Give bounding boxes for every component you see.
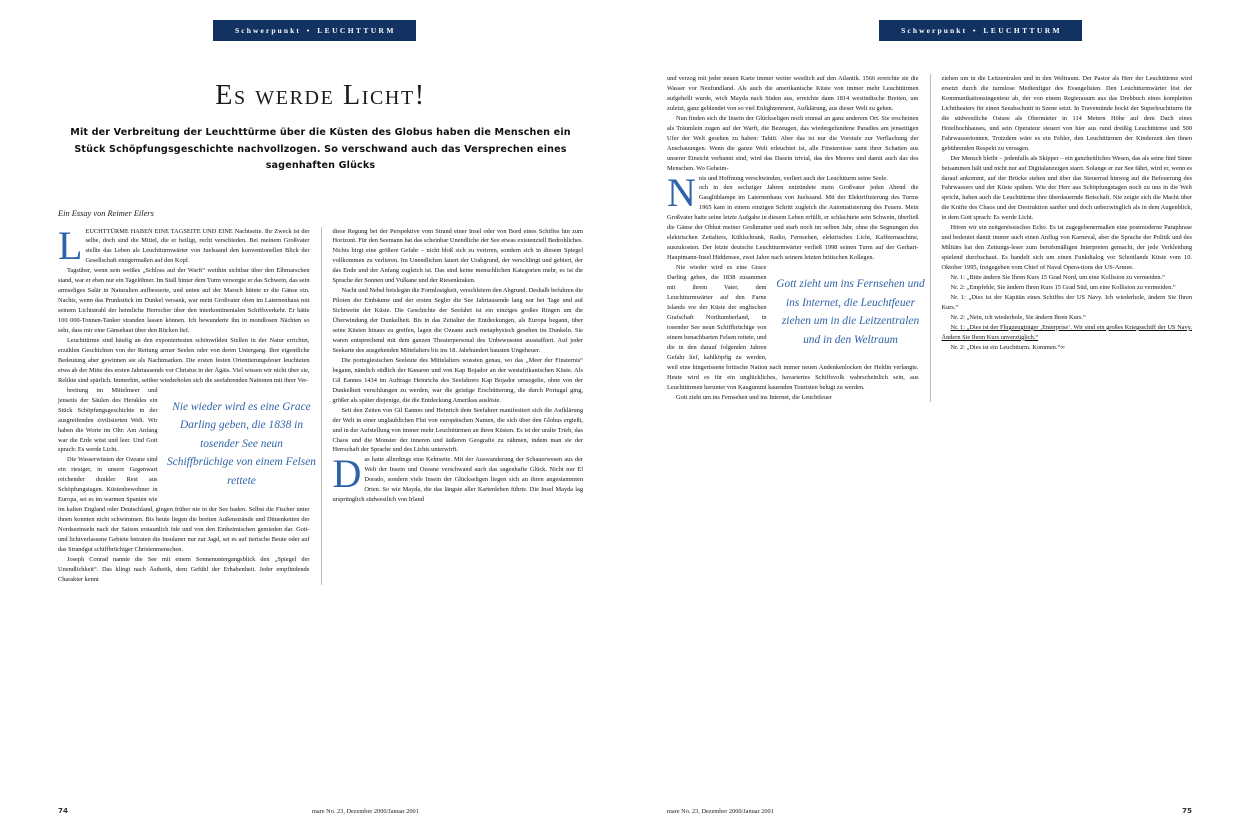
dialog-line-highlighted: Nr. 1: „Dies ist der Flugzeugträger ‚Enterprise‘. Wir sind ein großes Kriegsschiff der US Navy. Ändern Sie Ihren Kurs unverzüglich.“ — [941, 323, 1192, 341]
running-header-lead: Schwerpunkt — [901, 26, 968, 35]
paragraph — [667, 169, 919, 215]
dialog-final-text: Nr. 2: „Dies ist ein Leuchtturm. Kommen.“ — [950, 343, 1061, 351]
running-header-topic: LEUCHTTURM — [317, 26, 396, 35]
paragraph: Der Mensch bleibt – jedenfalls als Skipper – ein ganzheitliches Wesen, das als seine fünf Sinne beisammen hält und nicht nur auf Digitalanzeigen starrt. Solange er zur See fährt, wird er, wenn es darauf ankommt, auf der Brücke stehen und über das Steuerrad hinweg auf die Befeuerung des Fahrwassers und der Küste spähen. Wie der Herr aus Schöpfungstagen noch zu uns in die Welt spricht, haben auch die Leuchttürme ihre überdauernde Botschaft. Nie zeigte sich die Macht über die Kräfte des Chaos und der Destruktion sanfter und doch unbezwinglich als in dem Augenblick, in dem Gott sprach: Es werde Licht. — [941, 154, 1192, 222]
article-byline: Ein Essay von Reimer Eilers — [58, 208, 154, 218]
paragraph: breitung im Mittelmeer und jenseits der Säulen des Herakles ein Stück Schöpfungsgeschichte in der ausgreifenden zivilisierten Welt. Wir haben die Worte im Ohr: Am Anfang war die Erde wüst und leer. Und Gott sprach: Es werde Licht. — [58, 386, 158, 454]
paragraph: och in den sechziger Jahren entzündete mein Großvater jeden Abend die Gasglühlampe im Laternenhaus von Juelssand. Mit der Elektrifizierung des Turms 1965 kam in einem einzigen Schritt zugleich die Automatisierung des Feuers. Mein Großvater hatte seine letzte Aufgabe in diesem Leben erfüllt, er schlachtete sein Schwein, überließ die Gänse der Obhut meiner Großmutter und starb noch im selben Jahr, ohne die Segnungen des elektrischen Zeitalters, Kühlschrank, Radio, Fernsehen, elektrisches Licht, Kaffeemaschine, auszukosten. Der letzte deutsche Leuchtturmwärter verließ 1998 seinen Turm auf der Gerhart-Hauptmann-Insel Hiddensee, zwei Jahre nach seinem letzten britischen Kollegen. — [667, 184, 919, 262]
end-mark: ∞ — [1060, 343, 1066, 351]
paragraph — [58, 222, 310, 268]
dropcap-d: D — [332, 451, 362, 497]
pullquote-left-wrap — [166, 391, 318, 497]
body-columns-left — [58, 222, 583, 585]
paragraph-text: EUCHTTÜRME HABEN EINE TAGSEITE UND EINE Nachtseite. Ihr Zweck ist der selbe, doch sind die Mittel, die er heiligt, recht verschieden. Bei meinem Großvater stellte das Leben als Leuchtturmwärter von Juelssand den konventionellen Blick der Gesellschaft einigermaßen auf den Kopf. — [85, 227, 310, 265]
paragraph: Nie wieder wird es eine Grace Darling geben, die 1838 zusammen mit ihrem Vater, dem Leuchtturmwärter auf den Farne Islands vor der Küste der englischen Grafschaft Northumberland, in tosender See neun Schiffbrüchige von einem benachbarten Felsen rettete, und die in den darauf folgenden Jahren Gefahr lief, kahlköpfig zu werden, weil eine hingerissene britische Nation nach immer neuen Andenkenlocken der Heldin verlangte. Heute wird es für ein unglückliches, havariertes Schiffsvolk wahrscheinlich sein, aus Leuchttürmen herunter von Kaugummi kauenden Touristen belugt zu werden. — [667, 264, 919, 391]
paragraph: Nun finden sich die Insein der Glückseligen noch einmal an ganz anderem Ort. Sie erscheinen als Träumlein zugen auf der Warft, die Bezeugen, das wiedergefundene Paradies am jenseitigen Ufer der Welt gesehen zu haben: Tahiti. Aber das ist nur die Vorstufe zur Verflachung der Anschauungen. Wenn die ganze Welt erleuchtet ist, alle Finsternisse samt ihrer Schatten aus unserer Einsicht verbannt sind, wird das Dasein trivial, das des Meeres und damit auch das des Menschen. Wo Geheim- — [667, 114, 919, 172]
running-header-bullet: • — [972, 26, 978, 35]
paragraph: Die Wasserwüsten der Ozeane sind ein riesiger, in unsere Gegenwart reichender dunkler Rest aus Schöpfungstagen. Küstenbewohner in Europa, sei es im warmen Spanien wie im kalten England oder Deutschland, gingen früher nie in der See baden. Selbst die Fischer unter ihnen konnten nicht schwimmen. Bis heute liegen die breiten Außenstrände und Dünenketten der Nordseeinseln nach der Saison erstaunlich öde und von den Einheimischen gemieden dar. Gott- und lichtverlassene Gebiete betraten die Insulaner nur zur Jagd, sei es auf tierische Beute oder auf das Strandgut schiffbrüchiger Christenmenschen. — [58, 456, 310, 553]
running-header-left — [213, 20, 416, 41]
dialog-line-final — [942, 343, 1193, 353]
paragraph — [332, 451, 584, 505]
folio-left: 74 — [58, 806, 69, 815]
dialog-line: Nr. 1: „Dies ist der Kapitän eines Schiffes der US Navy. Ich wiederhole, ändern Sie Ihren Kurs.“ — [941, 293, 1192, 311]
running-header-lead: Schwerpunkt — [235, 26, 302, 35]
dropcap-n: N — [667, 169, 696, 215]
dialog-line: Nr. 2: „Empfehle, Sie ändern Ihren Kurs 15 Grad Süd, um eine Kollision zu vermeiden.“ — [950, 284, 1176, 292]
running-header-right — [879, 20, 1082, 41]
paragraph-text: nis und Hoffnung verschwinden, verliert auch der Leuchtturm seine Seele. — [698, 174, 888, 182]
paragraph: Nacht und Nebel beislegän die Formlosigkeit, verschleiern den Abgrund. Deshalb befuhren die Piloten der Einbäume und der ersten Segler die See Jahrtausende lang nur bei Tage und auf Sichtweite der Küste. Die Geschichte der Seefahrt ist ein einziges großes Ringen um die Überwindung der Dunkelheit. Bis in das Zeitalter der Entdeckungen, als Europa begann, über seine Küsten hinaus zu greifen, lagen die Ozeane auch metaphysisch gesehen im Dunkeln. Sie waren entsprechend mit dem ganzen Theaterpersonal des Unbewussten ausstaffiert. Auf jeder Seekarte des ausgehenden Mittelalters bis ins 18. Jahrhundert hausten Ungeheuer. — [332, 287, 583, 354]
dialog-line: Nr. 1: „Bitte ändern Sie Ihren Kurs 15 Grad Nord, um eine Kollision zu vermeiden.“ — [950, 274, 1165, 282]
paragraph: diese Regung bei der Perspektive vom Strand einer Insel oder von Bord eines Schiffes hin zum Horizont. Für den Seemann hat das scheinbar Unendliche der See etwas existenziell Bedrohliches. Nichts birgt eine größere Gefahr – nicht bloß sich zu verirren, sondern sich in diesem Spiegel vollkommen zu verlieren. Im Unendlichen lauert der Urabgrund, der verschlingt und gebiert, der das Ende und der Anfang zugleich ist. Das sind keine menschlichen Kategorien mehr, es ist die Sprache der Sonnen und Vulkane und der Riesenkraken. — [332, 227, 583, 285]
page-title: Es werde Licht! — [215, 80, 426, 111]
folio-right: 75 — [1181, 806, 1192, 815]
paragraph-text: as hatte allerdings eine Kehrseite. Mit der Auswanderung der Schauerwesen aus der Welt der Insein und Ozeane verschwand auch das sagenhafte Glück. Nicht nur El Dorado, sondern viele Insein der Glückseligen liegen sich an ihren angestammten Orten. So wie Mayda, die das längste aller Kartenleben führte. Die Insel Mayda lag ursprünglich südwestlich von Irland — [332, 456, 583, 504]
paragraph: Hören wir ein zeitgenössisches Echo. Es ist zugegebenermaßen eine postmoderne Paraphrase und bedeutet damit immer auch einen Anflug von Karneval, aber die Sprache der Politik und des Militärs hat den Zeitungs-leser zum berufsmäßigen Interpreten gemacht, der jede Verkleidung spielend durchschaut. Es handelt sich um einen Funkdialog vor Schottlands Küste vom 10. Oktober 1995, freigegeben vom Chief of Naval Opera-tions der US-Armee. — [941, 224, 1192, 272]
paragraph: Tagsüber, wenn sein weißes „Schloss auf der Warft“ weithin sichtbar über den Elbmarschen stand, war er eben nur ein Tagelöhner. Im Stall hinter dem Turm versorgte er das Schwein, das sein armseliges Salär in Naturalien aufbesserte, und unten auf der Marsch hütete er die Gänse ein. Nachts, wenn das Prunkstück im Dunkel versank, war mein Großvater oben im Laternenhaus mit seinem Lichtstrahl der heimliche Herrscher über den interkontinentalen Schiffsverkehr. Er hätte 100 000-Tonnen-Tanker stranden lassen können. Ich bewunderte ihn in mondlosen Nächten so sehr, dass mir eine Gänsehaut über den Rücken lief. — [58, 267, 310, 335]
dropcap-l: L — [58, 222, 83, 268]
paragraph: Die portugiesischen Seeleute des Mittelalters wussten genau, wo das „Meer der Finsternis“ begann, nämlich südlich der Kanaren und von Kap Bojador an der westafrikanischen Küste. Als Gil Eannes 1434 im Auftrage Heinrichs des Seefahrers Kap Bojador umsegelte, ohne von der Dunkelheit verschlungen zu werden, war die geistige Erschütterung, die durch Portugal ging, größer als später diejenige, die die Entdeckung Amerikas auslöste. — [332, 356, 583, 404]
pullquote-right-wrap — [775, 268, 927, 356]
paragraph: ziehen um in die Leitzentralen und in den Weltraum. Der Pastor als Herr der Leuchttürme wird ersetzt durch die turmlose Medienfigur des Evangelisten. Den Leuchtturmwärter löst der Kommunikationsingenieur ab, der von einem Regierauum aus das Drehbuch eines kompletten Lichttheaters für einen Seeabschnitt in Szene setzt. In Travemünde hockt der Superleuchtturm für die südwestliche Ostsee als Obermieter in 114 Metern Höhe auf dem Dach eines Hotelhochhauses, und sein Operateur steuert von hier aus rund dreißig Leuchttürme und 500 Fahrwassertonnen. Trotzdem wäre es ein Fehler, den Leuchttürmen der Kinderzeit den ihnen gebührenden Respekt zu versagen. — [941, 75, 1192, 152]
page-right — [625, 0, 1250, 833]
issue-line-left: mare No. 23, Dezember 2000/Januar 2001 — [312, 808, 419, 815]
running-header-row-left — [58, 0, 583, 62]
paragraph: Gott zieht um ins Fernsehen und ins Internet, die Leuchtfeuer — [676, 393, 833, 401]
column-1-right — [667, 74, 930, 402]
footer-left — [0, 806, 625, 815]
paragraph: Leuchttürme sind häufig an den exponiertesten schönwilden Stellen in der Natur errichtet, erzählen Geschichten von der Rettung armer Seelen oder von deren Untergang. Ihre eigentliche Bedeutung aber gewinnen sie als Nachtmarken. Die ersten festen Orientierungsfeuer leuchteten etwa ab der Mitte des ersten Jahrtausends vor Christus in der Ägäis. Viel wissen wir nicht über sie, Relikte sind spärlich. Immerhin, seither wiederholen sich die seefahrenden Nationen mit ihrer Ver- — [58, 336, 310, 384]
pullquote-left: Nie wieder wird es eine Grace Darling geben, die 1838 in tosender See neun Schiffbrüchige von einem Felsen rettete — [167, 400, 316, 487]
paragraph: und verzog mit jeder neuen Karte immer weiter westlich auf den Atlantik. 1566 erreichte sie die Wasser vor Neufundland. Als auch die amerikanische Küste von immer mehr Leuchttürmen aufgehellt wurde, wich Mayda nach Süden aus, erreichte dann 1814 westindische Breiten, um zuletzt, ganz geblendet von so viel Enlightenment, Aufklärung, aus dieser Welt zu gehen. — [667, 75, 919, 112]
paragraph: Seit den Zeiten von Gil Eannes und Heinrich dem Seefahrer manifestiert sich die Aufklärung der Welt in einer unglaublichen Flut von europäischen Namen, die sich über den Globus ergießt, und in der Aufstellung von immer mehr Leuchttürmen an ihren Küsten. Es ist der uralte Trieb, das Chaos und die Monster der inneren und äußeren Geografie zu zähmen, indem man sie der Herrschaft der Sprache und des Lichts unterwirft. — [332, 406, 583, 454]
footer-right — [625, 806, 1250, 815]
running-header-topic: LEUCHTTURM — [983, 26, 1062, 35]
issue-line-right: mare No. 23, Dezember 2000/Januar 2001 — [667, 808, 774, 815]
column-1-left — [58, 222, 321, 585]
column-2-right — [930, 74, 1193, 402]
body-columns-right — [667, 74, 1192, 402]
article-deck: Mit der Verbreitung der Leuchttürme über die Küsten des Globus haben die Menschen ein Stück Schöpfungsgeschichte nachvollzogen. So verschwand auch das Versprechen eines sagenhaften Glücks — [70, 127, 571, 171]
running-header-bullet: • — [306, 26, 312, 35]
running-header-row-right — [667, 0, 1192, 62]
column-2-left — [321, 227, 584, 585]
paragraph: Joseph Conrad nannte die See mit einem Sonnenuntergangsblick den „Spiegel der Unendlichkeit“. Das klingt nach Ästhetik, dem Gefühl der Erhabenheit. Jeder empfindende Charakter kennt — [58, 555, 310, 583]
dialog-line: Nr. 2: „Nein, ich wiederhole, Sie ändern Ihren Kurs.“ — [950, 313, 1086, 321]
pullquote-right: Gott zieht um ins Fernsehen und ins Internet, die Leuchtfeuer ziehen um in die Leitzentralen und in den Weltraum — [776, 278, 925, 346]
